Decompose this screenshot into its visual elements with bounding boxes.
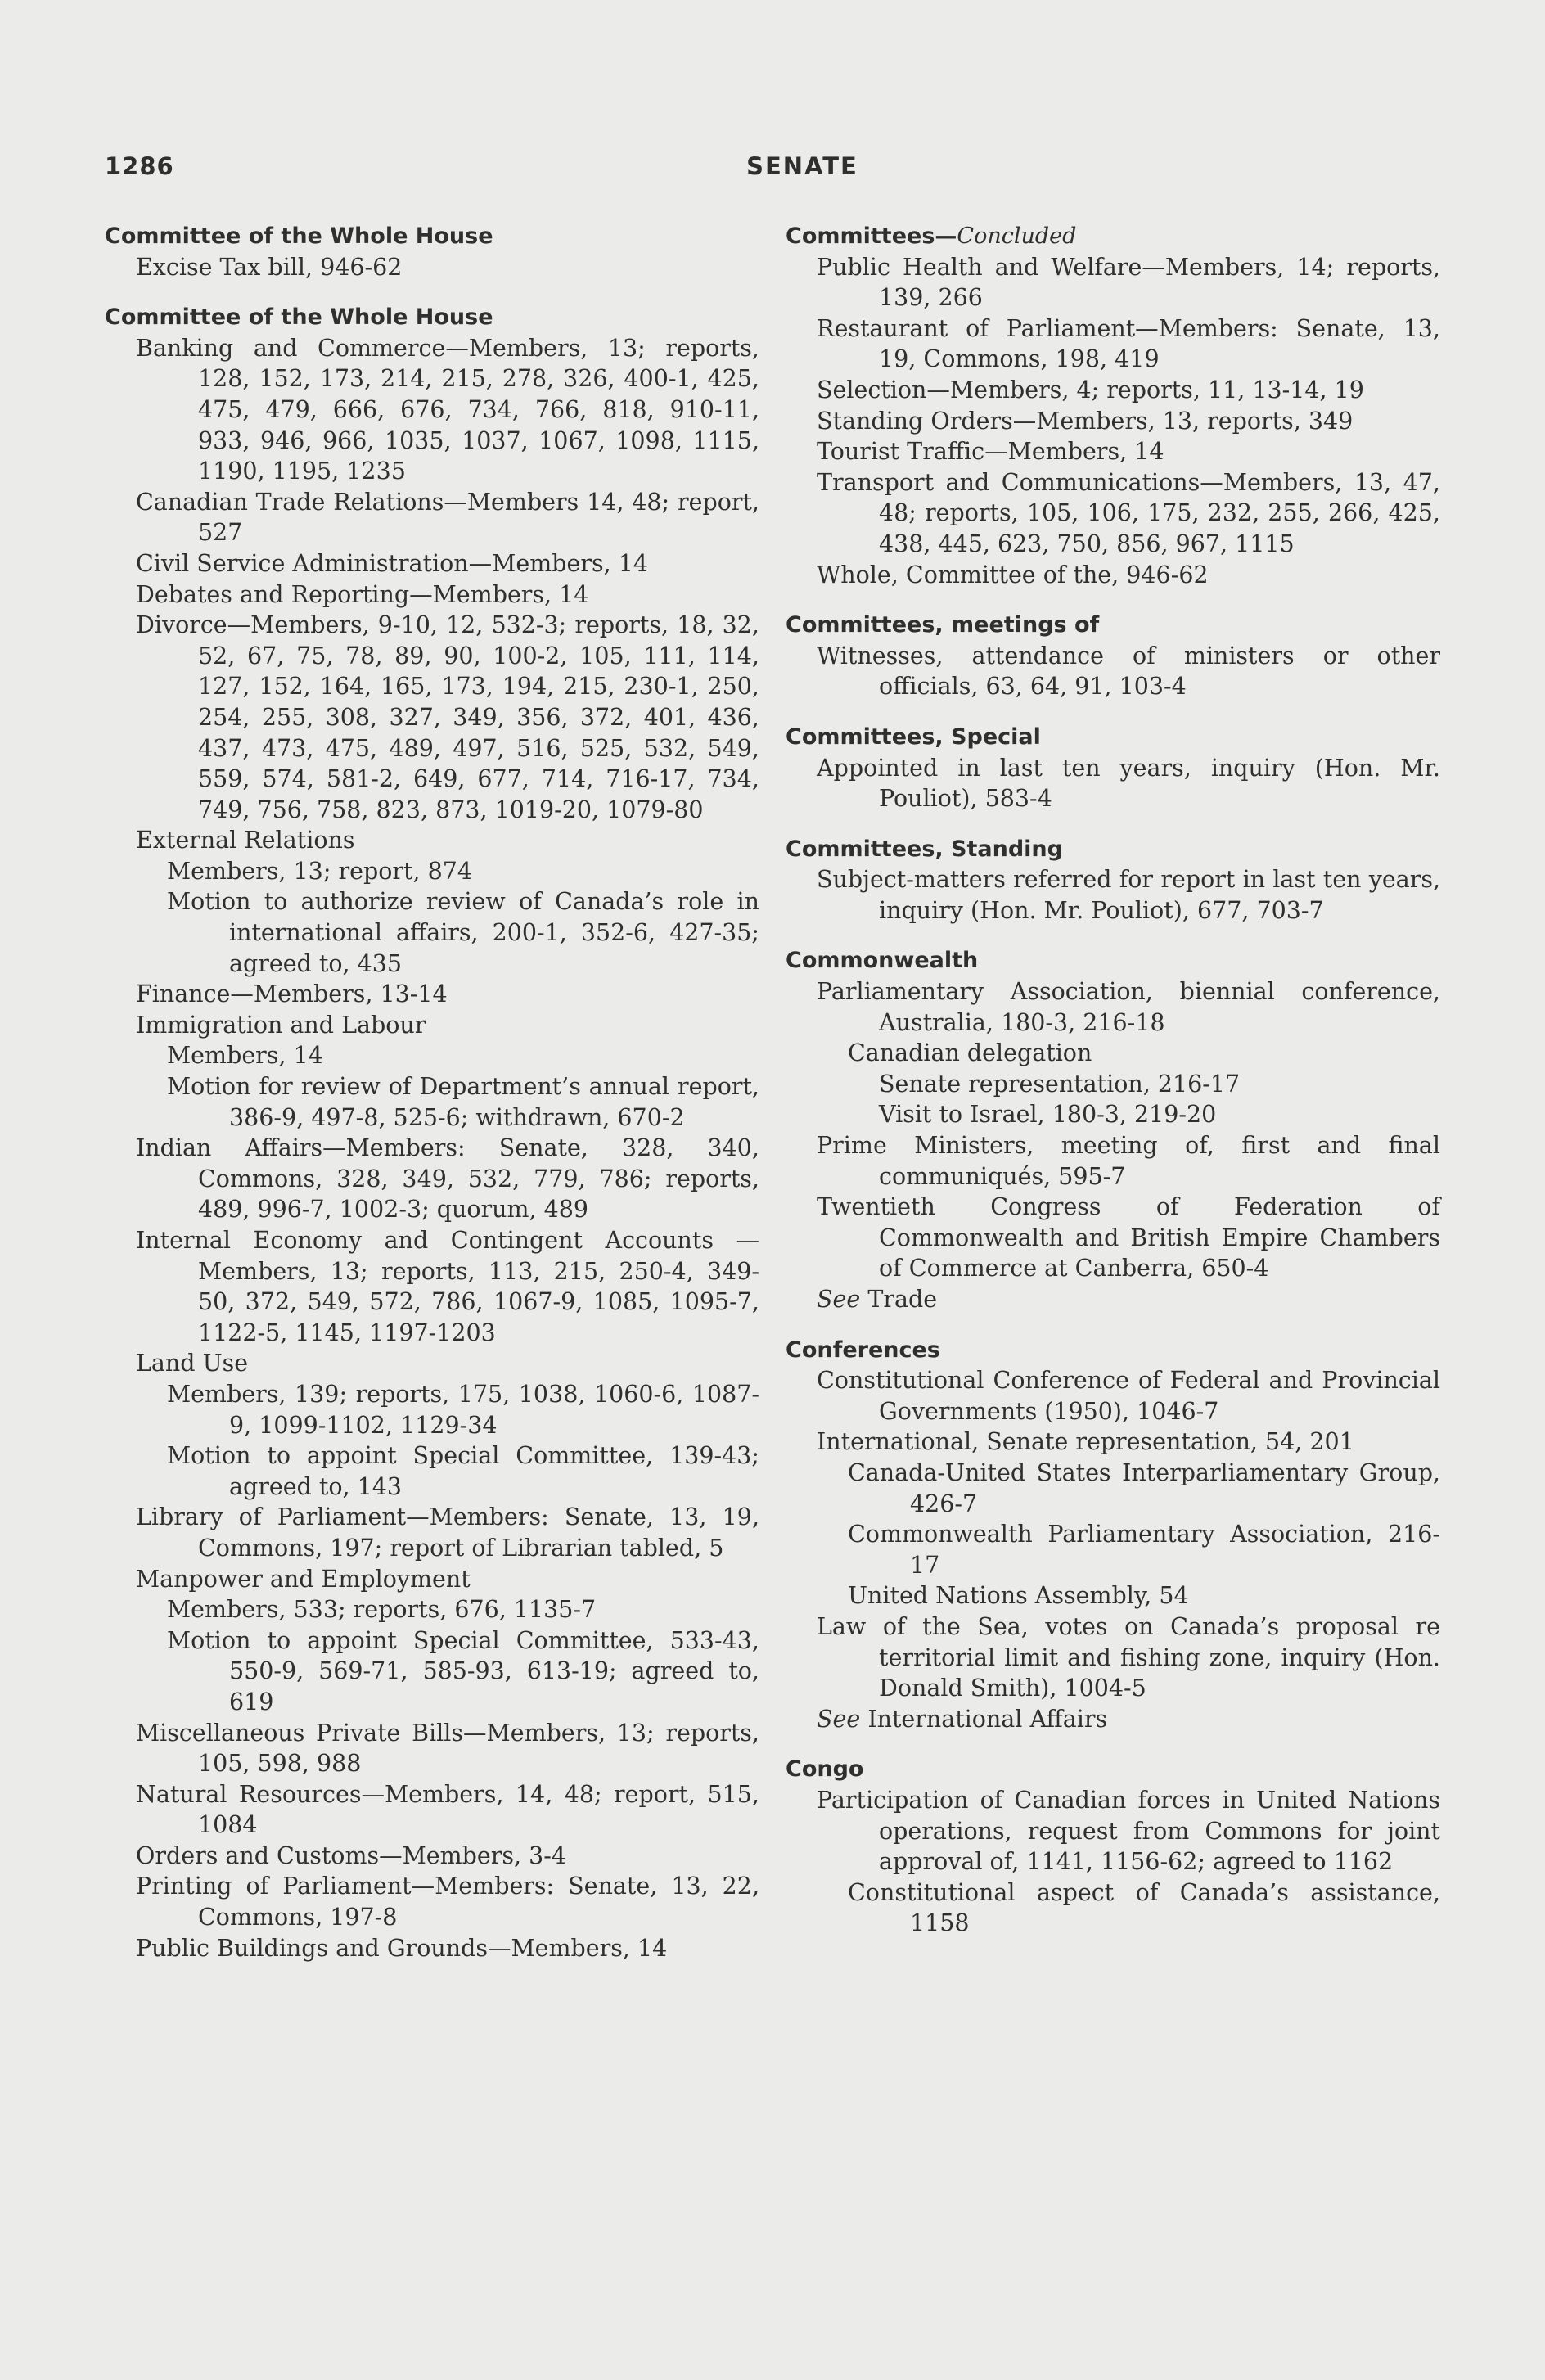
index-subentry-text: Parliamentary Association, biennial conference, Australia, 180-3, 216-18 (817, 978, 1440, 1036)
index-subentry-text: Civil Service Administration—Members, 14 (136, 549, 648, 577)
index-subentry-text: Finance—Members, 13-14 (136, 980, 448, 1008)
index-subentry (105, 1841, 759, 1872)
index-subentry-text: Debates and Reporting—Members, 14 (136, 580, 589, 608)
index-subentry (105, 1718, 759, 1779)
index-subentry (786, 1704, 1440, 1735)
index-subentry-text: Motion to authorize review of Canada’s role in international affairs, 200-1, 352-6, 427-35; agreed to, 435 (167, 888, 759, 977)
index-subentry-text: Orders and Customs—Members, 3-4 (136, 1841, 567, 1869)
index-subentry (105, 579, 759, 611)
index-heading-text: Congo (786, 1756, 864, 1783)
index-entry (105, 221, 759, 282)
index-subentry-text: Commonwealth Parliamentary Association, 216-17 (848, 1521, 1440, 1579)
index-subentry (786, 864, 1440, 926)
index-heading-text: Committees, meetings of (786, 612, 1100, 638)
index-subentry-text: Printing of Parliament—Members: Senate, 13, 22, Commons, 197-8 (136, 1873, 759, 1931)
index-heading (786, 1335, 1440, 1366)
index-subentry-text: Excise Tax bill, 946-62 (136, 253, 403, 281)
index-subentry-text: Internal Economy and Contingent Accounts —Members, 13; reports, 113, 215, 250-4, 349-50, 372, 549, 572, 786, 1067-9, 1085, 1095-7, 1122-5, 1145, 1197-1203 (136, 1227, 759, 1346)
index-entry (786, 1754, 1440, 1939)
index-subentry (105, 856, 759, 887)
index-subentry (786, 406, 1440, 437)
index-subentry (786, 1580, 1440, 1611)
index-subentry-text: Law of the Sea, votes on Canada’s proposal re territorial limit and fishing zone, inquiry (Hon. Donald Smith), 1004-5 (817, 1612, 1440, 1702)
index-subentry-text: Selection—Members, 4; reports, 11, 13-14, 19 (817, 376, 1364, 403)
index-subentry-text: United Nations Assembly, 54 (848, 1582, 1189, 1610)
index-subentry (786, 1458, 1440, 1519)
index-subentry (105, 1440, 759, 1502)
index-subentry (105, 548, 759, 579)
index-entry (786, 1335, 1440, 1735)
index-subentry (786, 976, 1440, 1038)
index-subentry (105, 487, 759, 548)
index-subentry (786, 1785, 1440, 1877)
index-subentry-text: Divorce—Members, 9-10, 12, 532-3; reports, 18, 32, 52, 67, 75, 78, 89, 90, 100-2, 105, 111, 114, 127, 152, 164, 165, 173, 194, 215, 230-1, 250, 254, 255, 308, 327, 349, 356, 372, 401, 436, 437, 473, 475, 489, 497, 516, 525, 532, 549, 559, 574, 581-2, 649, 677, 714, 716-17, 734, 749, 756, 758, 823, 873, 1019-20, 1079-80 (136, 611, 759, 823)
index-heading (786, 945, 1440, 976)
index-heading-text: Committees— (786, 223, 957, 249)
index-subentry (786, 1611, 1440, 1704)
index-subentry-text: Members, 13; report, 874 (167, 857, 472, 885)
index-entry (105, 302, 759, 1963)
index-subentry-text: Canadian Trade Relations—Members 14, 48; report, 527 (136, 488, 759, 547)
index-subentry (786, 1427, 1440, 1458)
index-subentry (786, 436, 1440, 467)
index-subentry (786, 1130, 1440, 1192)
index-heading (786, 834, 1440, 865)
index-subentry-text: Library of Parliament—Members: Senate, 13, 19, Commons, 197; report of Librarian tabled, 5 (136, 1503, 759, 1562)
index-subentry (105, 1564, 759, 1595)
index-subentry (105, 1871, 759, 1932)
index-subentry-text: Senate representation, 216-17 (879, 1070, 1241, 1098)
index-subentry-text: Miscellaneous Private Bills—Members, 13; reports, 105, 598, 988 (136, 1719, 759, 1778)
index-subentry (105, 979, 759, 1010)
index-heading (786, 221, 1440, 252)
index-subentry-text: Members, 533; reports, 676, 1135-7 (167, 1596, 597, 1624)
index-subentry (105, 1502, 759, 1563)
index-subentry (786, 1877, 1440, 1939)
index-subentry (786, 1192, 1440, 1284)
index-subentry (105, 825, 759, 856)
index-subentry (786, 1038, 1440, 1069)
index-heading-text: Committee of the Whole House (105, 304, 493, 331)
index-subentry (105, 1133, 759, 1225)
index-subentry-text: Subject-matters referred for report in last ten years, inquiry (Hon. Mr. Pouliot), 677, 703-7 (817, 866, 1440, 924)
index-subentry-text: Constitutional aspect of Canada’s assistance, 1158 (848, 1878, 1440, 1937)
index-subentry (786, 1365, 1440, 1427)
index-subentry (786, 467, 1440, 560)
index-heading-italic: Concluded (957, 223, 1077, 249)
index-entry (786, 834, 1440, 926)
index-subentry (105, 1071, 759, 1133)
index-heading-text: Committees, Standing (786, 836, 1063, 862)
index-heading (786, 722, 1440, 753)
index-subentry-text: Whole, Committee of the, 946-62 (817, 561, 1209, 588)
index-subentry (105, 333, 759, 487)
index-subentry-text: Witnesses, attendance of ministers or other officials, 63, 64, 91, 103-4 (817, 642, 1440, 701)
index-heading-text: Committees, Special (786, 723, 1041, 750)
index-entry (786, 610, 1440, 702)
see-reference: See (817, 1705, 861, 1733)
page-header (105, 152, 1451, 190)
index-subentry (105, 610, 759, 825)
index-heading-text: Committee of the Whole House (105, 223, 493, 249)
index-subentry-text: Canadian delegation (848, 1039, 1092, 1067)
running-head: SENATE (746, 152, 858, 180)
index-subentry (786, 1284, 1440, 1315)
index-subentry (786, 1069, 1440, 1100)
index-subentry (786, 641, 1440, 702)
index-subentry-text: Constitutional Conference of Federal and Provincial Governments (1950), 1046-7 (817, 1367, 1440, 1425)
index-subentry (105, 1594, 759, 1625)
index-entry (786, 722, 1440, 814)
index-subentry (786, 560, 1440, 591)
index-subentry-text: Land Use (136, 1350, 249, 1377)
index-subentry (105, 1010, 759, 1041)
index-subentry (786, 1099, 1440, 1130)
index-subentry-text: Public Health and Welfare—Members, 14; reports, 139, 266 (817, 253, 1440, 312)
index-subentry (105, 1779, 759, 1841)
index-subentry-text: Trade (860, 1286, 938, 1313)
index-heading-text: Commonwealth (786, 948, 979, 974)
index-entry (786, 945, 1440, 1314)
index-subentry (105, 1225, 759, 1348)
index-subentry (105, 886, 759, 979)
index-subentry-text: Motion to appoint Special Committee, 533-43, 550-9, 569-71, 585-93, 613-19; agreed to, 619 (167, 1626, 759, 1715)
index-subentry (786, 1519, 1440, 1580)
index-subentry-text: Standing Orders—Members, 13, reports, 349 (817, 407, 1354, 435)
index-subentry-text: International Affairs (860, 1705, 1108, 1733)
index-heading-text: Conferences (786, 1336, 940, 1363)
index-subentry (105, 1348, 759, 1379)
index-heading (786, 610, 1440, 641)
index-subentry-text: Twentieth Congress of Federation of Commonwealth and British Empire Chambers of Commerce at Canberra, 650-4 (817, 1193, 1440, 1282)
index-subentry-text: Indian Affairs—Members: Senate, 328, 340, Commons, 328, 349, 532, 779, 786; reports, 489, 996-7, 1002-3; quorum, 489 (136, 1134, 759, 1224)
index-subentry-text: Motion to appoint Special Committee, 139-43; agreed to, 143 (167, 1442, 759, 1500)
index-subentry-text: Visit to Israel, 180-3, 219-20 (879, 1101, 1217, 1129)
index-subentry-text: Public Buildings and Grounds—Members, 14 (136, 1934, 668, 1962)
index-subentry-text: Motion for review of Department’s annual report, 386-9, 497-8, 525-6; withdrawn, 670-2 (167, 1073, 759, 1131)
index-subentry (105, 1625, 759, 1718)
index-subentry (786, 375, 1440, 406)
index-subentry-text: Prime Ministers, meeting of, first and final communiqués, 595-7 (817, 1132, 1440, 1190)
index-subentry (786, 313, 1440, 375)
index-heading (105, 302, 759, 333)
index-subentry-text: Banking and Commerce—Members, 13; reports, 128, 152, 173, 214, 215, 278, 326, 400-1, 425, 475, 479, 666, 676, 734, 766, 818, 910-11, 933, 946, 966, 1035, 1037, 1067, 1098, 1115, 1190, 1195, 1235 (136, 334, 759, 485)
index-heading (786, 1754, 1440, 1785)
page-number: 1286 (105, 152, 174, 180)
index-subentry-text: Members, 139; reports, 175, 1038, 1060-6, 1087-9, 1099-1102, 1129-34 (167, 1380, 759, 1439)
index-subentry (105, 1933, 759, 1964)
index-subentry-text: International, Senate representation, 54, 201 (817, 1428, 1354, 1456)
index-subentry (786, 252, 1440, 313)
index-subentry (105, 1040, 759, 1071)
index-subentry-text: Participation of Canadian forces in United Nations operations, request from Commons for joint approval of, 1141, 1156-62; agreed to 1162 (817, 1786, 1440, 1876)
index-subentry-text: Restaurant of Parliament—Members: Senate, 13, 19, Commons, 198, 419 (817, 314, 1440, 373)
index-subentry-text: Tourist Traffic—Members, 14 (817, 438, 1164, 466)
index-subentry-text: Immigration and Labour (136, 1011, 426, 1039)
left-column (105, 221, 759, 1972)
index-subentry-text: Members, 14 (167, 1042, 323, 1070)
index-entry (786, 221, 1440, 590)
index-heading (105, 221, 759, 252)
right-column (786, 221, 1440, 1947)
index-subentry (105, 252, 759, 283)
index-subentry-text: Transport and Communications—Members, 13, 47, 48; reports, 105, 106, 175, 232, 255, 266, 425, 438, 445, 623, 750, 856, 967, 1115 (817, 468, 1440, 557)
index-subentry (105, 1379, 759, 1440)
index-subentry (786, 753, 1440, 814)
index-subentry-text: Appointed in last ten years, inquiry (Hon. Mr. Pouliot), 583-4 (817, 754, 1440, 813)
index-subentry-text: Natural Resources—Members, 14, 48; report, 515, 1084 (136, 1780, 759, 1839)
see-reference: See (817, 1286, 861, 1313)
index-subentry-text: Canada-United States Interparliamentary Group, 426-7 (848, 1458, 1440, 1517)
index-subentry-text: Manpower and Employment (136, 1565, 471, 1593)
index-subentry-text: External Relations (136, 827, 355, 854)
